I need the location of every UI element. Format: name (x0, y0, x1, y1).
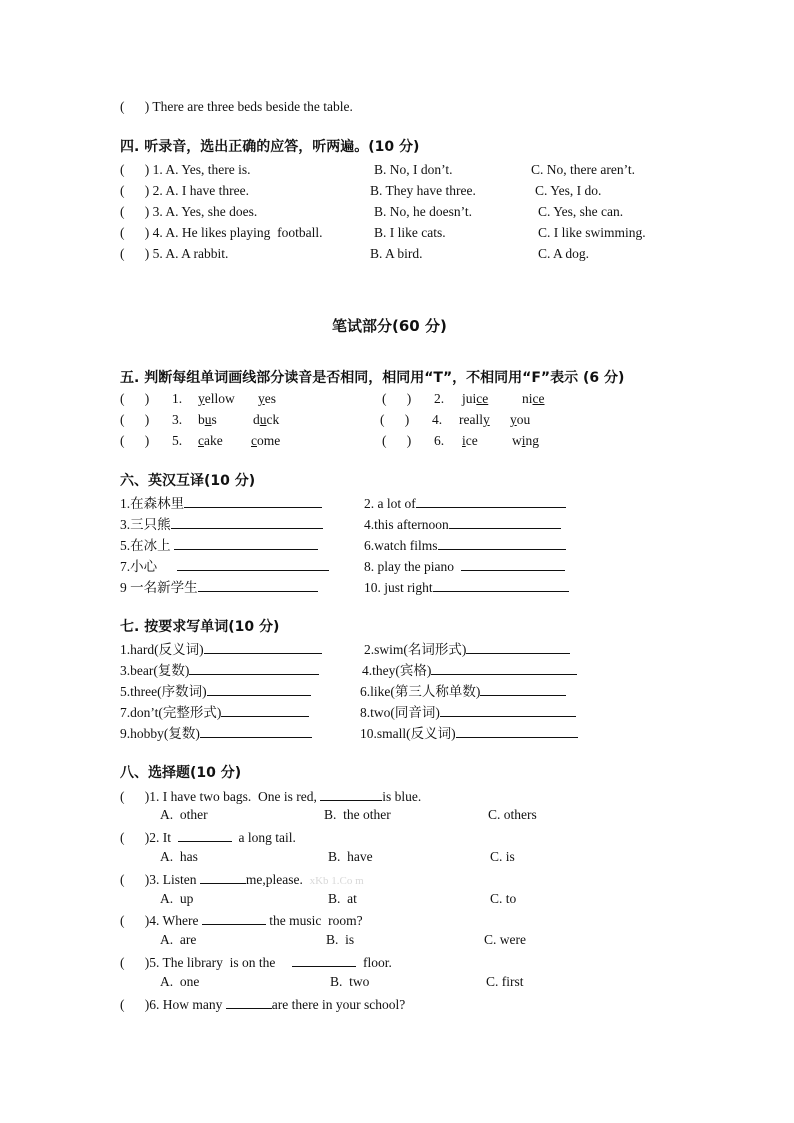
option-a: 1. A. Yes, there is. (152, 162, 251, 177)
text-fragment: me,please. (245, 872, 303, 887)
question-row (120, 953, 392, 971)
answer-paren: ( ) (120, 204, 150, 219)
word-item (120, 682, 311, 700)
text-fragment: reall (459, 412, 483, 427)
option-a: 4. A. He likes playing football. (152, 225, 323, 240)
option-c: C. were (484, 932, 526, 947)
text-fragment: 5. The library is on the (149, 955, 276, 970)
translate-item (364, 557, 565, 575)
question-row (120, 911, 363, 929)
section-5-heading: 五. 判断每组单词画线部分读音是否相同，相同用“T”，不相同用“F”表示 (6 分) (120, 370, 625, 386)
text-fragment: the music room? (269, 913, 363, 928)
word-item (120, 640, 322, 658)
word-item (120, 703, 309, 721)
text-fragment: 9.hobby(复数) (120, 726, 200, 741)
option-a: A. up (160, 891, 194, 906)
word-1 (198, 433, 223, 449)
text-fragment: 6.watch films (364, 538, 438, 553)
text-fragment: a long tail. (238, 830, 296, 845)
text-fragment: 6. How many (149, 997, 223, 1012)
option-a: 2. A. I have three. (152, 183, 249, 198)
word-2 (512, 433, 539, 449)
text-fragment: 2. It (149, 830, 171, 845)
option-a: A. other (160, 807, 208, 822)
answer-paren: ( ) (120, 789, 150, 804)
text-fragment: 6.like(第三人称单数) (360, 684, 481, 699)
text-fragment: ou (516, 412, 531, 427)
item-number: 3. (172, 412, 183, 427)
question-row (120, 99, 353, 115)
option-c: C. Yes, I do. (535, 183, 602, 198)
text-fragment: y (258, 391, 265, 406)
text-fragment: 3.三只熊 (120, 517, 171, 532)
text-fragment: 10.small(反义词) (360, 726, 456, 741)
word-1 (198, 391, 235, 407)
text-fragment: are there in your school? (271, 997, 406, 1012)
text-fragment: 7.小心 (120, 559, 158, 574)
option-c: C. A dog. (538, 246, 590, 261)
text-fragment: i (462, 433, 466, 448)
text-fragment: ce (532, 391, 545, 406)
text-fragment: 5.在冰上 (120, 538, 171, 553)
word-item (364, 640, 570, 658)
item-number: 2. (434, 391, 445, 406)
word-2 (251, 433, 280, 449)
option-a: A. one (160, 974, 200, 989)
section-6-heading: 六、英汉互译(10 分) (120, 473, 256, 489)
option-c: C. Yes, she can. (538, 204, 624, 219)
text-fragment: w (512, 433, 522, 448)
answer-paren: ( ) (120, 412, 150, 427)
question-row (120, 828, 296, 846)
text-fragment: y (482, 412, 490, 427)
text-fragment: c (251, 433, 257, 448)
option-b: B. No, he doesn’t. (374, 204, 472, 219)
question-row (120, 787, 421, 805)
section-4-heading: 四. 听录音，选出正确的应答，听两遍。(10 分) (120, 139, 420, 155)
text-fragment: y (198, 391, 205, 406)
text-fragment: 1.在森林里 (120, 496, 185, 511)
section-8-heading: 八、选择题(10 分) (120, 765, 242, 781)
text-fragment: 8.two(同音词) (360, 705, 440, 720)
answer-paren: ( ) (120, 162, 150, 177)
text-fragment: ce (476, 391, 489, 406)
text-fragment: es (264, 391, 276, 406)
option-a: A. has (160, 849, 198, 864)
text-fragment: d (253, 412, 260, 427)
text-fragment: floor. (362, 955, 392, 970)
item-number: 1. (172, 391, 183, 406)
translate-item (364, 536, 566, 554)
text-fragment: 1. I have two bags. One is red, (149, 789, 317, 804)
option-c: C. No, there aren’t. (531, 162, 635, 177)
option-c: C. I like swimming. (538, 225, 646, 240)
word-item (360, 703, 576, 721)
text-fragment: ellow (204, 391, 235, 406)
word-2 (522, 391, 545, 407)
text-fragment: u (259, 412, 267, 427)
text-fragment: 4.this afternoon (364, 517, 449, 532)
text-fragment: jui (462, 391, 477, 406)
text-fragment: i (521, 433, 526, 448)
answer-paren: ( ) (120, 225, 150, 240)
answer-paren: ( ) (382, 391, 412, 406)
text-fragment: 8. play the piano (364, 559, 454, 574)
answer-paren: ( ) (120, 391, 150, 406)
text-fragment: ce (465, 433, 478, 448)
word-item (120, 724, 312, 742)
text-fragment: ni (522, 391, 533, 406)
section-7-heading: 七. 按要求写单词(10 分) (120, 619, 280, 635)
text-fragment: ck (266, 412, 280, 427)
text-fragment: 2.swim(名词形式) (364, 642, 467, 657)
word-1 (198, 412, 217, 428)
answer-paren: ( ) (120, 872, 150, 887)
text-fragment: 5.three(序数词) (120, 684, 207, 699)
option-b: B. I like cats. (374, 225, 446, 240)
watermark: xKb 1.Co m (309, 875, 364, 887)
word-1 (459, 412, 490, 428)
option-b: B. A bird. (370, 246, 423, 261)
text-fragment: y (510, 412, 517, 427)
option-b: B. is (326, 932, 355, 947)
question-row (120, 870, 364, 889)
option-b: B. the other (324, 807, 391, 822)
text-fragment: s (211, 412, 217, 427)
text-fragment: ome (257, 433, 281, 448)
option-b: B. No, I don’t. (374, 162, 453, 177)
text-fragment: 3.bear(复数) (120, 663, 190, 678)
translate-item (120, 578, 318, 596)
text-fragment: 4. Where (149, 913, 199, 928)
word-2 (258, 391, 276, 407)
translate-item (120, 557, 329, 575)
text-fragment: ng (525, 433, 540, 448)
translate-item (120, 536, 318, 554)
option-b: B. They have three. (370, 183, 476, 198)
question-text: There are three beds beside the table. (152, 99, 353, 114)
option-c: C. first (486, 974, 524, 989)
option-b: B. at (328, 891, 357, 906)
option-b: B. have (328, 849, 373, 864)
option-a: A. are (160, 932, 197, 947)
word-item (360, 724, 578, 742)
text-fragment: is blue. (382, 789, 422, 804)
question-row (120, 995, 405, 1013)
option-c: C. others (488, 807, 537, 822)
item-number: 4. (432, 412, 443, 427)
translate-item (364, 515, 561, 533)
option-c: C. is (490, 849, 515, 864)
word-item (120, 661, 319, 679)
word-1 (462, 433, 478, 449)
text-fragment: 10. just right (364, 580, 433, 595)
answer-paren: ( ) (120, 433, 150, 448)
written-part-title: 笔试部分(60 分) (332, 317, 447, 335)
answer-paren: ( ) (380, 412, 410, 427)
answer-paren: ( ) (382, 433, 412, 448)
answer-paren: ( ) (120, 246, 150, 261)
word-2 (510, 412, 530, 428)
text-fragment: 3. Listen (149, 872, 197, 887)
answer-paren: ( ) (120, 99, 150, 114)
word-item (362, 661, 577, 679)
item-number: 6. (434, 433, 445, 448)
text-fragment: b (198, 412, 205, 427)
text-fragment: c (198, 433, 204, 448)
answer-paren: ( ) (120, 913, 150, 928)
answer-paren: ( ) (120, 830, 150, 845)
translate-item (364, 494, 566, 512)
word-2 (253, 412, 279, 428)
item-number: 5. (172, 433, 183, 448)
translate-item (364, 578, 569, 596)
text-fragment: 2. a lot of (364, 496, 416, 511)
text-fragment: u (204, 412, 212, 427)
text-fragment: 4.they(宾格) (362, 663, 432, 678)
option-c: C. to (490, 891, 517, 906)
option-b: B. two (330, 974, 370, 989)
word-1 (462, 391, 488, 407)
answer-paren: ( ) (120, 955, 150, 970)
answer-paren: ( ) (120, 997, 150, 1012)
option-a: 3. A. Yes, she does. (152, 204, 258, 219)
text-fragment: 9 一名新学生 (120, 580, 198, 595)
text-fragment: 7.don’t(完整形式) (120, 705, 222, 720)
option-a: 5. A. A rabbit. (152, 246, 229, 261)
translate-item (120, 515, 323, 533)
answer-paren: ( ) (120, 183, 150, 198)
text-fragment: 1.hard(反义词) (120, 642, 204, 657)
translate-item (120, 494, 322, 512)
text-fragment: ake (204, 433, 223, 448)
word-item (360, 682, 566, 700)
